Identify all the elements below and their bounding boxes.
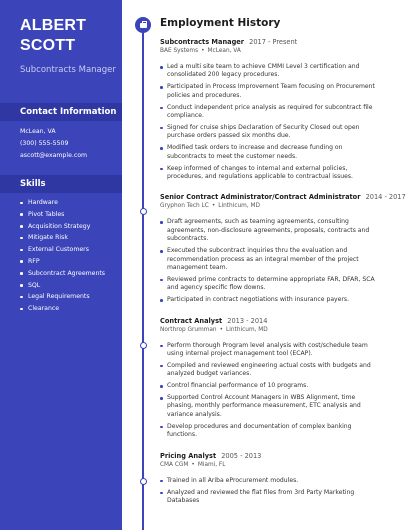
job-entry [160,38,380,181]
duty-item: Led a multi site team to achieve CMMI Level 3 certification and consolidated 200 legacy procedures. [160,63,380,80]
bullet-separator: • [201,48,205,54]
job-duties [160,63,380,181]
job-title-line [160,193,406,202]
job-company: Gryphon Tech LC [160,203,209,210]
timeline-dot [140,342,147,349]
duty-item: Modified task orders to increase and decrease funding on subcontracts to meet the customer needs. [160,144,380,161]
contact-info [20,126,87,162]
contact-heading: Contact Information [0,103,122,121]
job-duties [160,218,380,304]
skill-item: Mitigate Risk [20,232,105,244]
job-entry [160,452,380,506]
skill-item: Pivot Tables [20,209,105,221]
bullet-separator: • [211,203,216,210]
job-dates: 2005 - 2013 [221,451,262,460]
last-name: SCOTT [20,37,76,54]
bullet-separator: • [191,461,195,468]
skill-item: External Customers [20,244,105,256]
skill-item: Legal Requirements [20,291,105,303]
duty-item: Analyzed and reviewed the flat files from 3rd Party Marketing Databases [160,489,380,506]
duty-item: Perform thorough Program level analysis with cost/schedule team using internal project management tool (ECAP). [160,342,380,359]
duty-item: Signed for cruise ships Declaration of Security Closed out open purchase orders passed six months due. [160,124,380,141]
skill-item: Clearance [20,303,105,315]
duty-item: Conduct independent price analysis as required for subcontract file compliance. [160,104,380,121]
job-location: Linthicum, MD [218,203,260,210]
skill-item: Acquisition Strategy [20,221,105,233]
duty-item: Keep informed of changes to internal and external policies, procedures, and regulations applicable to contractual issues. [160,165,380,182]
main-content [160,16,406,517]
timeline-dot [140,478,147,485]
duty-item: Develop procedures and documentation of complex banking functions. [160,423,380,440]
job-meta [160,326,380,335]
duty-item: Control financial performance of 10 programs. [160,382,380,390]
duty-item: Participated in Process Improvement Team focusing on Procurement policies and procedures. [160,83,380,100]
job-location: Linthicum, MD [226,326,268,333]
timeline-dot [140,208,147,215]
timeline-line [142,30,144,530]
job-location: McLean, VA [207,48,241,54]
duty-item: Supported Control Account Managers in WBS Alignment, time phasing, monthly performance measurement, ETC analysis and variance analysis. [160,394,380,419]
job-duties [160,477,380,506]
job-location: Miami, FL [197,461,226,468]
contact-location: McLean, VA [20,128,56,135]
job-meta [160,202,380,211]
duty-item: Trained in all Ariba eProcurement modules. [160,477,380,485]
contact-phone: (300) 555-5509 [20,140,69,147]
sidebar [0,0,122,530]
duty-item: Compiled and reviewed engineering actual costs with budgets and analyzed budget variances. [160,362,380,379]
contact-email[interactable]: ascott@example.com [20,152,88,159]
job-dates: 2014 - 2017 [365,193,406,202]
job-dates: 2013 - 2014 [227,316,268,325]
job-company: BAE Systems [160,48,199,54]
job-company: CMA CGM [160,461,189,468]
duty-item: Reviewed prime contracts to determine appropriate FAR, DFAR, SCA and agency specific flow downs. [160,276,380,293]
job-title: Contract Analyst [160,316,223,325]
skill-item: Hardware [20,197,105,209]
skills-heading: Skills [0,175,122,193]
duty-item: Draft agreements, such as teaming agreements, consulting agreements, non-disclosure agreements, proposals, contracts and subcontracts. [160,218,380,243]
job-dates: 2017 - Present [249,38,298,46]
duty-item: Executed the subcontract inquiries thru the evaluation and recommendation process as an integral member of the project management team. [160,247,380,272]
candidate-name [20,16,120,56]
candidate-role: Subcontracts Manager [20,65,116,75]
job-title: Senior Contract Administrator/Contract Administrator [160,193,361,202]
employment-heading: Employment History [160,17,281,29]
job-title-line [160,317,380,326]
job-meta [160,47,380,56]
skills-list [20,197,105,315]
job-title-line [160,38,380,47]
skill-item: Subcontract Agreements [20,268,105,280]
job-entry [160,193,406,304]
job-title: Pricing Analyst [160,451,217,460]
job-meta [160,461,380,470]
job-title: Subcontracts Manager [160,38,245,46]
briefcase-icon [135,17,151,33]
duty-item: Participated in contract negotiations with insurance payers. [160,296,380,304]
bullet-separator: • [219,326,224,333]
job-title-line [160,452,380,461]
job-company: Northrop Grumman [160,326,217,333]
skill-item: RFP [20,256,105,268]
skill-item: SQL [20,280,105,292]
first-name: ALBERT [20,17,87,34]
job-entry [160,317,380,440]
job-duties [160,342,380,440]
